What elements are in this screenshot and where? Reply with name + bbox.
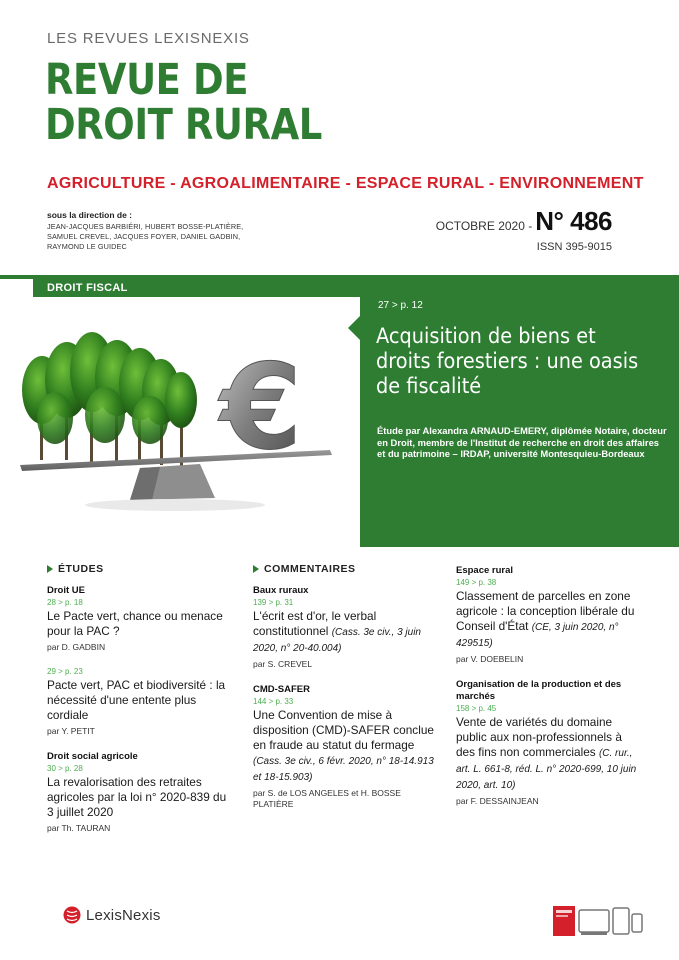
direction-names: JEAN-JACQUES BARBIÉRI, HUBERT BOSSE-PLATIÈRE, SAMUEL CREVEL, JACQUES FOYER, DANIEL GADBIN, RAYMOND LE GUIDEC [47, 222, 244, 251]
cover-illustration [10, 300, 350, 540]
rubric: Baux ruraux [253, 585, 309, 596]
article-author: par D. GADBIN [47, 642, 106, 652]
rubric: Droit UE [47, 585, 85, 596]
third-column [456, 563, 644, 821]
list-item[interactable] [253, 684, 441, 810]
rubric: Droit social agricole [47, 751, 138, 762]
article-title[interactable] [456, 715, 644, 793]
feature-panel [360, 275, 679, 547]
article-title-text: L'écrit est d'or, le verbal constitutionnel [253, 609, 377, 638]
article-ref: 149 > p. 38 [456, 578, 497, 587]
article-ref: 139 > p. 31 [253, 598, 294, 607]
feature-ref[interactable]: 27 > p. 12 [378, 300, 423, 311]
article-title[interactable]: Pacte vert, PAC et biodiversité : la nécessité d'une entente plus cordiale [47, 678, 226, 722]
direction-label: sous la direction de : [47, 210, 133, 220]
publisher-logo [63, 906, 161, 924]
article-citation: (C. rur., art. L. 661-8, réd. L. n° 2020-699, 10 juin 2020, art. 10) [456, 748, 637, 791]
triangle-bullet-icon [253, 565, 259, 573]
article-title[interactable] [253, 609, 441, 656]
journal-title-line1: REVUE DE [45, 55, 249, 105]
list-item[interactable] [253, 585, 441, 670]
list-item[interactable] [47, 667, 235, 737]
rubric: Espace rural [456, 565, 514, 576]
article-title[interactable] [456, 589, 644, 651]
article-title[interactable] [253, 708, 441, 785]
issue-info [436, 206, 612, 237]
article-title[interactable]: Le Pacte vert, chance ou menace pour la PAC ? [47, 609, 223, 638]
article-author: par Y. PETIT [47, 726, 95, 736]
etudes-column [47, 563, 235, 848]
commentaires-heading [253, 563, 441, 575]
article-ref: 158 > p. 45 [456, 704, 497, 713]
article-ref: 30 > p. 28 [47, 764, 83, 773]
article-citation: (Cass. 3e civ., 6 févr. 2020, n° 18-14.913 et 18-15.903) [253, 756, 434, 783]
article-citation: (Cass. 3e civ., 3 juin 2020, n° 20-40.004) [253, 627, 421, 654]
article-title-text: Une Convention de mise à disposition (CMD)-SAFER conclue en fraude au statut du fermage [253, 708, 434, 752]
article-author: par V. DOEBELIN [456, 654, 524, 664]
article-ref: 29 > p. 23 [47, 667, 83, 676]
article-ref: 144 > p. 33 [253, 697, 294, 706]
issue-number: N° 486 [535, 206, 612, 236]
list-item[interactable] [456, 679, 644, 807]
publisher-name: LexisNexis [86, 906, 161, 924]
journal-subtitle: AGRICULTURE - AGROALIMENTAIRE - ESPACE RURAL - ENVIRONNEMENT [47, 175, 644, 192]
list-item[interactable] [456, 565, 644, 665]
triangle-bullet-icon [47, 565, 53, 573]
devices-icon [553, 904, 643, 938]
article-author: par S. CREVEL [253, 659, 313, 669]
article-author: par F. DESSAINJEAN [456, 796, 539, 806]
feature-author: Étude par Alexandra ARNAUD-EMERY, diplômée Notaire, docteur en Droit, membre de l'Institut de recherche en droit des affaires et du patrimoine – IRDAP, université Montesquieu-Bordeaux [377, 425, 667, 459]
svg-text:€: € [220, 338, 303, 476]
euro-icon [217, 338, 302, 476]
issue-date: OCTOBRE 2020 - [435, 219, 533, 233]
rubric: CMD-SAFER [253, 684, 310, 695]
article-ref: 28 > p. 18 [47, 598, 83, 607]
journal-title-line2: DROIT RURAL [45, 100, 322, 150]
series-name: LES REVUES LEXISNEXIS [47, 30, 250, 47]
issn: ISSN 395-9015 [536, 241, 612, 253]
commentaires-heading-label: COMMENTAIRES [264, 563, 356, 575]
article-author: par Th. TAURAN [47, 823, 111, 833]
feature-title[interactable]: Acquisition de biens et droits forestiers : une oasis de fiscalité [376, 324, 639, 398]
etudes-heading [47, 563, 235, 575]
rubric: Organisation de la production et des marchés [456, 679, 622, 702]
etudes-heading-label: ÉTUDES [58, 563, 104, 575]
article-title[interactable]: La revalorisation des retraites agricoles par la loi n° 2020-839 du 3 juillet 2020 [47, 775, 227, 819]
article-citation: (CE, 3 juin 2020, n° 429515) [456, 622, 619, 649]
commentaires-column [253, 563, 441, 824]
article-title-text: Vente de variétés du domaine public aux non-professionnels à des fins non commerciales [456, 715, 622, 759]
article-author: par S. de LOS ANGELES et H. BOSSE PLATIÈRE [253, 788, 401, 809]
lexisnexis-logo-icon [63, 906, 81, 924]
journal-title [45, 55, 322, 150]
list-item[interactable] [47, 751, 235, 834]
article-title-text: Classement de parcelles en zone agricole : la conception libérale du Conseil d'État [456, 589, 635, 633]
list-item[interactable] [47, 585, 235, 653]
section-tab: DROIT FISCAL [33, 279, 360, 297]
tree-grove-icon [22, 332, 197, 466]
